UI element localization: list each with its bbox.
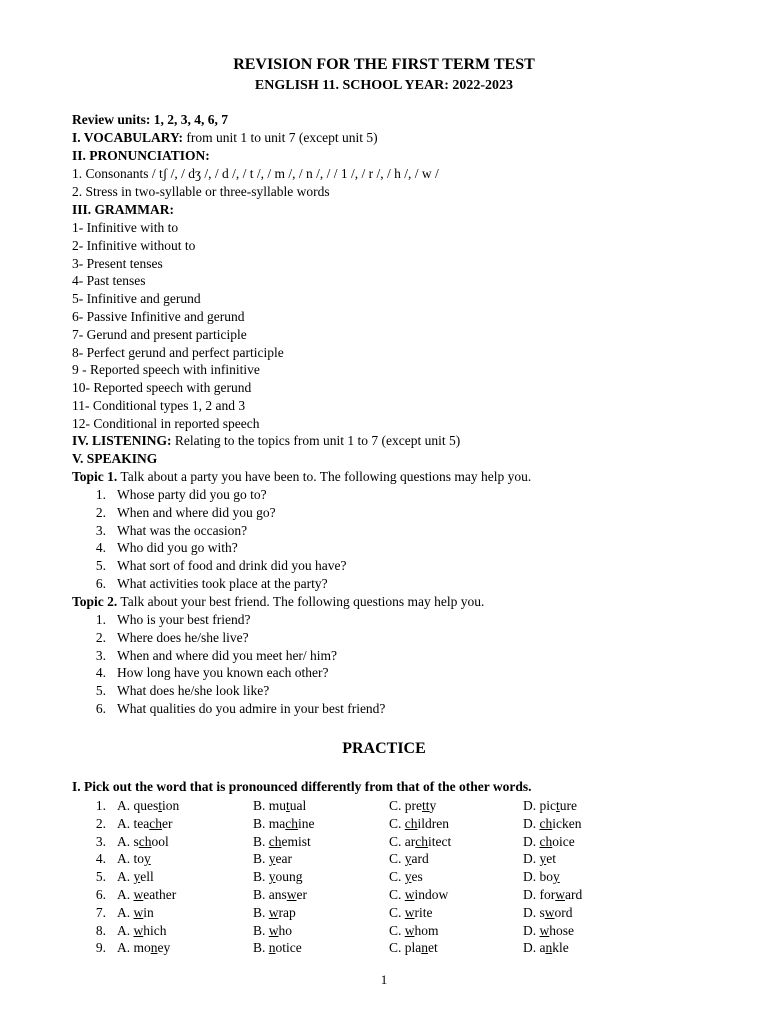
- answer-option: [389, 922, 439, 940]
- option-text: hom: [414, 922, 439, 938]
- practice-question: [72, 868, 712, 886]
- answer-option: [523, 922, 574, 940]
- topic-1-question: [72, 557, 347, 575]
- option-text: oung: [275, 869, 303, 885]
- practice-question: [72, 797, 712, 815]
- underlined-letters: n: [545, 940, 553, 956]
- grammar-item: 1- Infinitive with to: [72, 220, 179, 235]
- option-text: C.: [389, 940, 405, 956]
- option-text: B.: [253, 869, 269, 885]
- option-text: A.: [117, 815, 134, 831]
- listening-text: Relating to the topics from unit 1 to 7 (except unit 5): [171, 433, 461, 448]
- option-text: ure: [559, 798, 578, 813]
- option-text: es: [411, 869, 423, 885]
- option-text: pic: [539, 798, 556, 813]
- option-text: B.: [253, 815, 269, 831]
- topic-2-question: [72, 682, 270, 700]
- underlined-letters: y: [144, 851, 151, 867]
- underlined-letters: w: [268, 922, 279, 938]
- topic-1-question: [72, 539, 238, 557]
- underlined-letters: y: [539, 851, 547, 867]
- question-text: When and where did you meet her/ him?: [117, 647, 338, 663]
- option-text: bo: [539, 869, 553, 885]
- practice-question: [72, 850, 712, 868]
- option-text: for: [539, 887, 556, 902]
- pronunciation-heading: II. PRONUNCIATION:: [72, 148, 210, 163]
- option-text: A.: [117, 887, 134, 902]
- practice-question-number: 2.: [95, 815, 106, 831]
- question-number: 3.: [95, 522, 106, 538]
- vocabulary-heading: I. VOCABULARY:: [72, 130, 184, 145]
- grammar-item: 5- Infinitive and gerund: [72, 291, 201, 307]
- practice-question: [72, 833, 712, 851]
- option-text: D.: [523, 851, 540, 867]
- grammar-item: 11- Conditional types 1, 2 and 3: [72, 398, 246, 413]
- option-text: ard: [411, 851, 429, 867]
- option-text: oice: [552, 833, 575, 849]
- grammar-item: 6- Passive Infinitive and gerund: [72, 309, 245, 324]
- practice-question: [72, 939, 712, 957]
- vocabulary-text: from unit 1 to unit 7 (except unit 5): [183, 130, 378, 145]
- topic-2-line: [72, 593, 484, 611]
- answer-option: [389, 833, 451, 851]
- option-text: et: [428, 940, 438, 956]
- answer-option: [253, 868, 303, 886]
- pronunciation-item-2: 2. Stress in two-syllable or three-syllable words: [72, 184, 330, 199]
- option-text: ell: [140, 869, 154, 885]
- option-text: D.: [523, 904, 540, 920]
- option-text: ine: [298, 815, 315, 831]
- option-text: ear: [275, 851, 292, 867]
- question-text: What activities took place at the party?: [117, 576, 328, 591]
- practice-question-number: 6.: [95, 887, 106, 902]
- option-text: B.: [253, 887, 269, 902]
- underlined-letters: w: [544, 904, 555, 920]
- answer-option: [389, 904, 433, 922]
- option-text: C.: [389, 851, 405, 867]
- underlined-letters: ch: [138, 833, 152, 849]
- question-number: 5.: [95, 683, 106, 699]
- option-text: ord: [554, 904, 573, 920]
- practice-question-number: 9.: [95, 940, 106, 956]
- question-number: 1.: [95, 612, 106, 627]
- practice-question-number: 8.: [95, 922, 106, 938]
- option-text: ildren: [417, 815, 450, 831]
- option-text: ar: [404, 833, 416, 849]
- question-text: What was the occasion?: [117, 522, 248, 538]
- option-text: A.: [117, 833, 134, 849]
- underlined-letters: ch: [539, 833, 553, 849]
- practice-question-number: 4.: [95, 851, 106, 867]
- topic-1-question: [72, 504, 276, 522]
- option-text: C.: [389, 798, 405, 813]
- underlined-letters: w: [286, 887, 297, 902]
- option-text: ho: [278, 922, 293, 938]
- practice-question: [72, 815, 712, 833]
- option-text: tea: [133, 815, 150, 831]
- option-text: D.: [523, 887, 540, 902]
- option-text: rite: [414, 904, 433, 920]
- answer-option: [523, 833, 575, 851]
- underlined-letters: ch: [149, 815, 162, 831]
- answer-option: [389, 939, 438, 957]
- option-text: B.: [253, 798, 269, 813]
- question-number: 2.: [95, 629, 106, 645]
- answer-option: [253, 939, 302, 957]
- answer-option: [523, 850, 556, 868]
- question-text: Who did you go with?: [117, 540, 238, 556]
- answer-option: [389, 886, 448, 904]
- option-text: et: [546, 851, 556, 867]
- question-text: Where does he/she live?: [117, 629, 249, 645]
- option-text: B.: [253, 922, 269, 938]
- option-text: eather: [143, 887, 177, 902]
- practice-question-number: 1.: [95, 798, 106, 813]
- underlined-letters: n: [421, 940, 429, 956]
- underlined-letters: ch: [404, 815, 418, 831]
- option-text: y: [429, 798, 437, 813]
- question-number: 5.: [95, 558, 106, 574]
- option-text: otice: [275, 940, 302, 956]
- option-text: rap: [278, 904, 296, 920]
- option-text: er: [162, 815, 173, 831]
- question-number: 4.: [95, 665, 106, 681]
- grammar-item: 10- Reported speech with gerund: [72, 380, 252, 396]
- pronunciation-item-1: 1. Consonants / tʃ /, / dʒ /, / d /, / t /, / m /, / n /, / / 1 /, / r /, / h /, / w /: [72, 166, 439, 181]
- vocabulary-line: [72, 129, 378, 147]
- listening-heading: IV. LISTENING:: [72, 433, 172, 448]
- topic-1-question: [72, 575, 328, 593]
- option-text: ans: [268, 887, 287, 902]
- option-text: emist: [281, 833, 311, 849]
- answer-option: [253, 850, 292, 868]
- option-text: pla: [404, 940, 422, 956]
- grammar-item: 9 - Reported speech with infinitive: [72, 362, 260, 378]
- underlined-letters: y: [268, 851, 276, 867]
- answer-option: [523, 797, 577, 815]
- option-text: A.: [117, 798, 134, 813]
- option-text: to: [133, 851, 145, 867]
- underlined-letters: y: [133, 869, 141, 885]
- option-text: A.: [117, 904, 134, 920]
- answer-option: [389, 815, 449, 833]
- option-text: ion: [162, 798, 180, 813]
- underlined-letters: y: [404, 851, 412, 867]
- topic-1-line: [72, 468, 531, 486]
- option-text: B.: [253, 833, 269, 849]
- option-text: er: [296, 887, 308, 902]
- answer-option: [523, 886, 582, 904]
- question-text: Who is your best friend?: [117, 612, 251, 627]
- topic-2-question: [72, 611, 251, 629]
- topic-1-question: [72, 486, 267, 504]
- question-text: What sort of food and drink did you have?: [117, 558, 347, 574]
- topic-1-heading: Topic 1.: [72, 469, 118, 484]
- grammar-item: 4- Past tenses: [72, 273, 146, 289]
- option-text: A.: [117, 922, 134, 938]
- speaking-heading: V. SPEAKING: [72, 451, 158, 466]
- practice-question: [72, 886, 712, 904]
- answer-option: [117, 886, 176, 904]
- underlined-letters: t: [286, 798, 290, 813]
- answer-option: [389, 797, 436, 815]
- underlined-letters: w: [133, 887, 144, 902]
- answer-option: [117, 868, 154, 886]
- underlined-letters: y: [404, 869, 412, 885]
- question-number: 3.: [95, 647, 106, 663]
- option-text: s: [133, 833, 139, 849]
- answer-option: [523, 939, 569, 957]
- answer-option: [389, 850, 429, 868]
- topic-2-question: [72, 700, 386, 718]
- option-text: hose: [549, 922, 574, 938]
- option-text: in: [143, 904, 154, 920]
- answer-option: [253, 833, 311, 851]
- option-text: a: [539, 940, 546, 956]
- underlined-letters: w: [133, 922, 144, 938]
- question-number: 1.: [95, 487, 106, 502]
- underlined-letters: w: [404, 887, 415, 902]
- option-text: s: [539, 904, 545, 920]
- underlined-letters: t: [158, 798, 163, 813]
- answer-option: [253, 815, 315, 833]
- underlined-letters: y: [268, 869, 276, 885]
- underlined-letters: w: [404, 904, 415, 920]
- option-text: itect: [428, 833, 452, 849]
- answer-option: [117, 904, 154, 922]
- option-text: D.: [523, 833, 540, 849]
- question-text: How long have you known each other?: [117, 665, 329, 681]
- practice-title: PRACTICE: [342, 740, 426, 757]
- practice-question: [72, 904, 712, 922]
- answer-option: [253, 922, 292, 940]
- option-text: ey: [157, 940, 171, 956]
- option-text: kle: [552, 940, 569, 956]
- question-number: 6.: [95, 576, 106, 591]
- underlined-letters: ch: [268, 833, 282, 849]
- option-text: indow: [414, 887, 449, 902]
- page-number: 1: [380, 972, 388, 987]
- question-text: What does he/she look like?: [117, 683, 270, 699]
- underlined-letters: w: [539, 922, 550, 938]
- answer-option: [523, 868, 560, 886]
- option-text: hich: [143, 922, 167, 938]
- option-text: C.: [389, 887, 405, 902]
- option-text: D.: [523, 869, 540, 885]
- option-text: C.: [389, 815, 405, 831]
- topic-2-question: [72, 647, 338, 665]
- option-text: ual: [289, 798, 307, 813]
- underlined-letters: w: [555, 887, 565, 902]
- question-text: What qualities do you admire in your best friend?: [117, 701, 386, 716]
- answer-option: [523, 904, 573, 922]
- underlined-letters: y: [553, 869, 560, 885]
- answer-option: [117, 797, 179, 815]
- option-text: D.: [523, 940, 540, 956]
- underlined-letters: ch: [285, 815, 299, 831]
- practice-question-number: 5.: [95, 869, 106, 885]
- practice-question-number: 7.: [95, 904, 106, 920]
- answer-option: [389, 868, 423, 886]
- option-text: C.: [389, 869, 405, 885]
- option-text: D.: [523, 922, 540, 938]
- question-number: 2.: [95, 504, 106, 520]
- option-text: pre: [404, 798, 423, 813]
- answer-option: [117, 815, 173, 833]
- option-text: C.: [389, 922, 405, 938]
- grammar-item: 7- Gerund and present participle: [72, 326, 247, 342]
- answer-option: [117, 833, 169, 851]
- underlined-letters: w: [268, 904, 279, 920]
- listening-line: [72, 432, 460, 450]
- option-text: mu: [268, 798, 287, 813]
- option-text: ool: [151, 833, 169, 849]
- question-number: 6.: [95, 701, 106, 716]
- topic-1-text: Talk about a party you have been to. The following questions may help you.: [117, 469, 532, 484]
- option-text: A.: [117, 851, 134, 867]
- underlined-letters: t: [556, 798, 560, 813]
- topic-2-question: [72, 664, 329, 682]
- option-text: icken: [552, 815, 582, 831]
- answer-option: [117, 922, 167, 940]
- question-text: When and where did you go?: [117, 504, 276, 520]
- option-text: A.: [117, 869, 134, 885]
- underlined-letters: w: [404, 922, 415, 938]
- option-text: A.: [117, 940, 134, 956]
- question-text: Whose party did you go to?: [117, 487, 267, 502]
- option-text: D.: [523, 815, 540, 831]
- answer-option: [117, 850, 151, 868]
- underlined-letters: w: [133, 904, 144, 920]
- grammar-item: 12- Conditional in reported speech: [72, 415, 260, 431]
- grammar-item: 2- Infinitive without to: [72, 237, 196, 253]
- grammar-item: 3- Present tenses: [72, 255, 163, 271]
- underlined-letters: ch: [539, 815, 553, 831]
- option-text: C.: [389, 833, 405, 849]
- option-text: ma: [268, 815, 286, 831]
- grammar-item: 8- Perfect gerund and perfect participle: [72, 344, 284, 360]
- topic-2-heading: Topic 2.: [72, 594, 118, 609]
- practice-question-number: 3.: [95, 833, 106, 849]
- answer-option: [523, 815, 582, 833]
- topic-2-text: Talk about your best friend. The following questions may help you.: [117, 594, 485, 609]
- underlined-letters: n: [150, 940, 158, 956]
- practice-question: [72, 922, 712, 940]
- answer-option: [253, 904, 296, 922]
- underlined-letters: n: [268, 940, 276, 956]
- option-text: D.: [523, 798, 540, 813]
- question-number: 4.: [95, 540, 106, 556]
- option-text: B.: [253, 851, 269, 867]
- answer-option: [253, 797, 306, 815]
- answer-option: [253, 886, 307, 904]
- answer-option: [117, 939, 170, 957]
- topic-1-question: [72, 522, 248, 540]
- topic-2-question: [72, 629, 249, 647]
- option-text: C.: [389, 904, 405, 920]
- underlined-letters: tt: [422, 798, 430, 813]
- option-text: mo: [133, 940, 151, 956]
- option-text: B.: [253, 940, 269, 956]
- option-text: ques: [133, 798, 159, 813]
- grammar-heading: III. GRAMMAR:: [72, 202, 174, 217]
- practice-instruction: I. Pick out the word that is pronounced differently from that of the other words.: [72, 779, 532, 794]
- review-units: Review units: 1, 2, 3, 4, 6, 7: [72, 112, 228, 127]
- document-title: REVISION FOR THE FIRST TERM TEST: [233, 56, 535, 73]
- option-text: B.: [253, 904, 269, 920]
- option-text: ard: [565, 887, 583, 902]
- underlined-letters: ch: [415, 833, 429, 849]
- document-subtitle: ENGLISH 11. SCHOOL YEAR: 2022-2023: [254, 78, 514, 93]
